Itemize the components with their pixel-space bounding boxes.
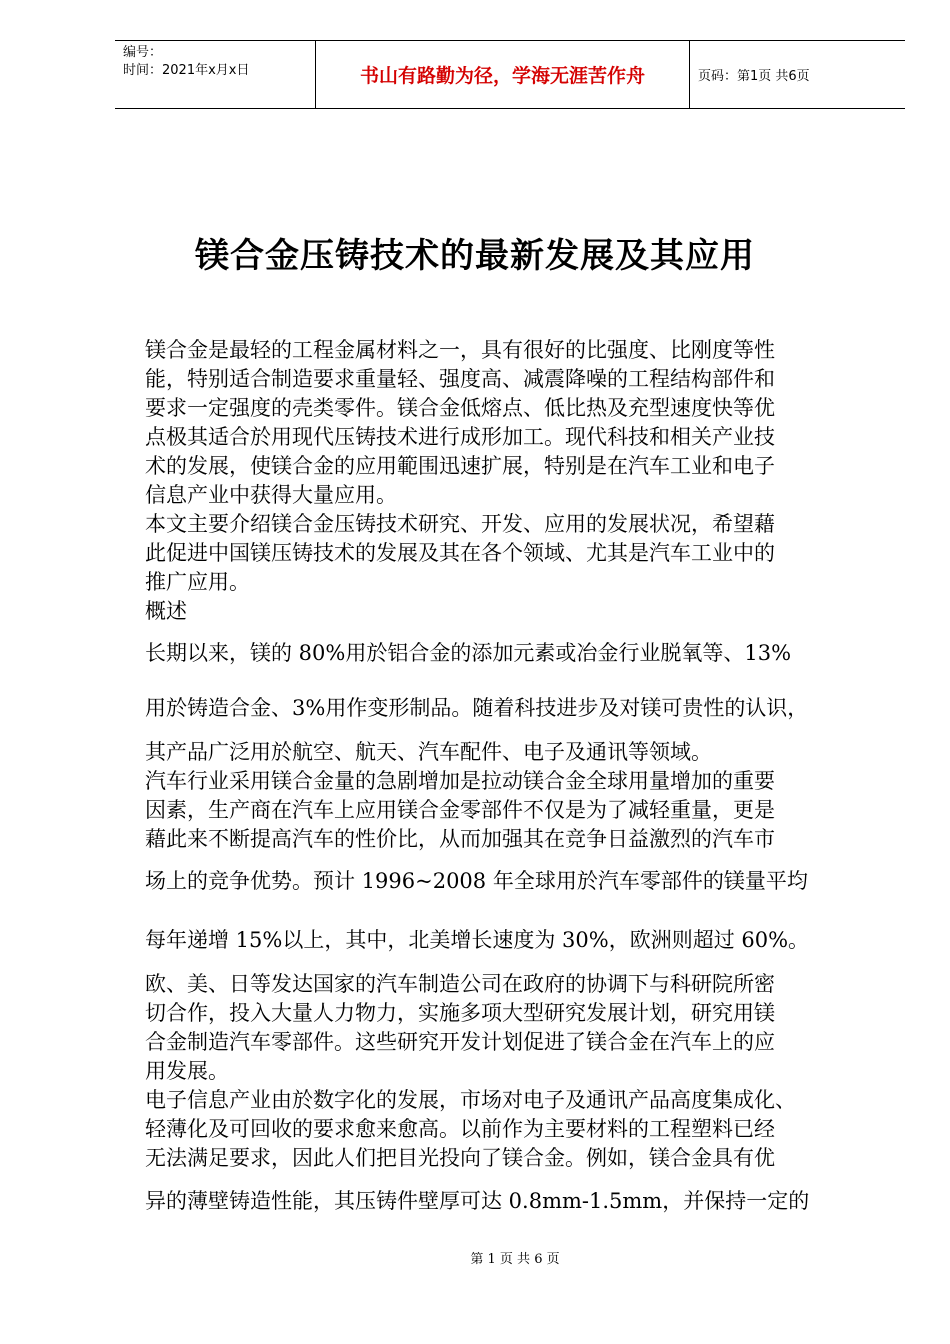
body-line: 汽车行业采用镁合金量的急剧增加是拉动镁合金全球用量增加的重要 [145, 769, 775, 793]
body-line: 推广应用。 [145, 570, 250, 594]
body-line: 无法满足要求，因此人们把目光投向了镁合金。例如，镁合金具有优 [145, 1146, 775, 1170]
body-line: 合金制造汽车零部件。这些研究开发计划促进了镁合金在汽车上的应 [145, 1030, 775, 1054]
header-time: 时间：2021年x月x日 [123, 63, 250, 78]
body-line: 镁合金是最轻的工程金属材料之一，具有很好的比强度、比刚度等性 [145, 338, 775, 362]
header-number: 编号： [123, 45, 163, 60]
body-line: 用发展。 [145, 1059, 229, 1083]
header-motto: 书山有路勤为径，学海无涯苦作舟 [359, 65, 645, 87]
body-line: 长期以来，镁的 80%用於铝合金的添加元素或冶金行业脱氧等、13% [145, 641, 792, 665]
body-line: 轻薄化及可回收的要求愈来愈高。以前作为主要材料的工程塑料已经 [145, 1117, 775, 1141]
body-line: 此促进中国镁压铸技术的发展及其在各个领域、尤其是汽车工业中的 [145, 541, 775, 565]
body-line: 要求一定强度的壳类零件。镁合金低熔点、低比热及充型速度快等优 [145, 396, 775, 420]
body-line: 信息产业中获得大量应用。 [145, 483, 397, 507]
body-line: 欧、美、日等发达国家的汽车制造公司在政府的协调下与科研院所密 [145, 972, 775, 996]
body-line: 切合作，投入大量人力物力，实施多项大型研究发展计划，研究用镁 [145, 1001, 775, 1025]
body-line: 点极其适合於用现代压铸技术进行成形加工。现代科技和相关产业技 [145, 425, 775, 449]
header-page-info: 页码：第1页 共6页 [698, 69, 810, 84]
header-info-cell [115, 41, 316, 108]
section-heading: 概述 [145, 599, 187, 623]
header-table [115, 40, 905, 109]
body-line: 术的发展，使镁合金的应用範围迅速扩展，特别是在汽车工业和电子 [145, 454, 775, 478]
body-line: 因素，生产商在汽车上应用镁合金零部件不仅是为了减轻重量，更是 [145, 798, 775, 822]
body-line: 能，特别适合制造要求重量轻、强度高、减震降噪的工程结构部件和 [145, 367, 775, 391]
header-page-cell [690, 41, 905, 108]
body-line: 其产品广泛用於航空、航天、汽车配件、电子及通讯等领域。 [145, 740, 712, 764]
body-line: 用於铸造合金、3%用作变形制品。随着科技进步及对镁可贵性的认识， [145, 696, 809, 720]
body-line: 电子信息产业由於数字化的发展，市场对电子及通讯产品高度集成化、 [145, 1088, 796, 1112]
body-line: 场上的竞争优势。预计 1996~2008 年全球用於汽车零部件的镁量平均 [145, 869, 808, 893]
body-line: 藉此来不断提高汽车的性价比，从而加强其在竞争日益激烈的汽车市 [145, 827, 775, 851]
document-title: 镁合金压铸技术的最新发展及其应用 [195, 236, 755, 276]
page-footer: 第 1 页 共 6 页 [470, 1252, 560, 1267]
body-line: 异的薄壁铸造性能，其压铸件壁厚可达 0.8mm-1.5mm，并保持一定的 [145, 1189, 810, 1213]
body-line: 每年递增 15%以上，其中，北美增长速度为 30%，欧洲则超过 60%。 [145, 928, 810, 952]
header-motto-cell [316, 41, 690, 108]
body-line: 本文主要介绍镁合金压铸技术研究、开发、应用的发展状况，希望藉 [145, 512, 775, 536]
